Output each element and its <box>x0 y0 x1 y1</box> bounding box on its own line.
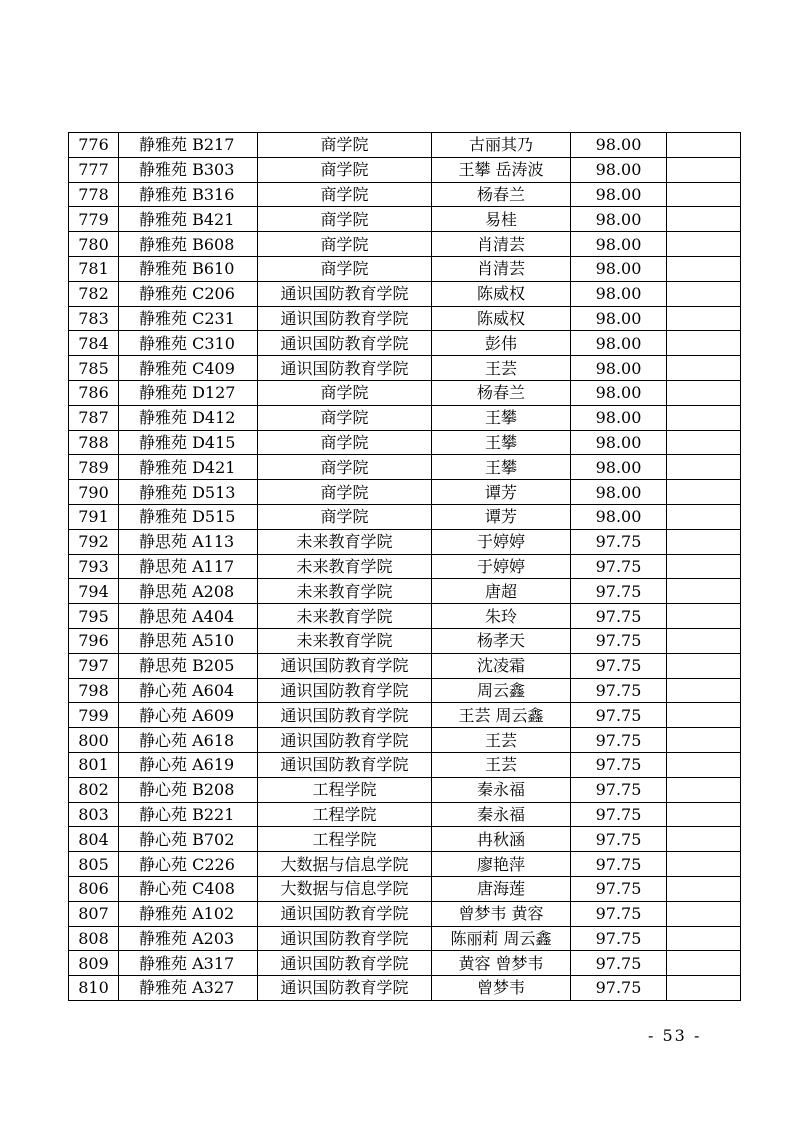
cell-tutor: 王攀 <box>432 430 571 455</box>
cell-college: 商学院 <box>258 133 432 158</box>
table-row <box>69 455 741 480</box>
cell-tutor: 曾梦韦 黄容 <box>432 901 571 926</box>
cell-score: 98.00 <box>571 306 667 331</box>
cell-college: 商学院 <box>258 405 432 430</box>
cell-score: 97.75 <box>571 777 667 802</box>
cell-tutor: 谭芳 <box>432 480 571 505</box>
cell-serial-number: 809 <box>69 951 119 976</box>
table-row <box>69 728 741 753</box>
cell-tutor: 王攀 <box>432 455 571 480</box>
cell-score: 97.75 <box>571 529 667 554</box>
cell-serial-number: 810 <box>69 976 119 1001</box>
cell-serial-number: 780 <box>69 232 119 257</box>
cell-college: 未来教育学院 <box>258 529 432 554</box>
cell-dormitory-room: 静雅苑 A317 <box>119 951 258 976</box>
cell-score: 97.75 <box>571 951 667 976</box>
cell-dormitory-room: 静雅苑 A327 <box>119 976 258 1001</box>
cell-dormitory-room: 静心苑 C226 <box>119 852 258 877</box>
cell-note <box>667 455 741 480</box>
cell-serial-number: 794 <box>69 579 119 604</box>
cell-note <box>667 951 741 976</box>
cell-college: 通识国防教育学院 <box>258 926 432 951</box>
table-row <box>69 356 741 381</box>
cell-tutor: 秦永福 <box>432 802 571 827</box>
table-row <box>69 926 741 951</box>
cell-note <box>667 752 741 777</box>
cell-tutor: 周云鑫 <box>432 678 571 703</box>
cell-score: 98.00 <box>571 256 667 281</box>
table-row <box>69 331 741 356</box>
cell-college: 商学院 <box>258 430 432 455</box>
cell-dormitory-room: 静雅苑 D127 <box>119 380 258 405</box>
table-row <box>69 405 741 430</box>
cell-score: 97.75 <box>571 876 667 901</box>
table-row <box>69 157 741 182</box>
table-body <box>69 133 741 1001</box>
cell-score: 97.75 <box>571 678 667 703</box>
cell-college: 工程学院 <box>258 827 432 852</box>
cell-college: 商学院 <box>258 480 432 505</box>
cell-serial-number: 804 <box>69 827 119 852</box>
cell-college: 大数据与信息学院 <box>258 876 432 901</box>
cell-tutor: 王芸 <box>432 728 571 753</box>
cell-serial-number: 801 <box>69 752 119 777</box>
table-row <box>69 281 741 306</box>
cell-note <box>667 554 741 579</box>
cell-dormitory-room: 静雅苑 A203 <box>119 926 258 951</box>
cell-tutor: 陈丽莉 周云鑫 <box>432 926 571 951</box>
cell-college: 通识国防教育学院 <box>258 356 432 381</box>
cell-dormitory-room: 静雅苑 B421 <box>119 207 258 232</box>
cell-serial-number: 805 <box>69 852 119 877</box>
cell-dormitory-room: 静雅苑 B610 <box>119 256 258 281</box>
cell-tutor: 杨春兰 <box>432 380 571 405</box>
cell-serial-number: 785 <box>69 356 119 381</box>
table-row <box>69 579 741 604</box>
cell-note <box>667 926 741 951</box>
table-row <box>69 133 741 158</box>
cell-note <box>667 380 741 405</box>
cell-note <box>667 728 741 753</box>
cell-note <box>667 529 741 554</box>
cell-score: 97.75 <box>571 852 667 877</box>
cell-dormitory-room: 静雅苑 D421 <box>119 455 258 480</box>
cell-score: 97.75 <box>571 653 667 678</box>
cell-serial-number: 776 <box>69 133 119 158</box>
cell-score: 97.75 <box>571 926 667 951</box>
cell-note <box>667 232 741 257</box>
cell-score: 98.00 <box>571 480 667 505</box>
cell-serial-number: 789 <box>69 455 119 480</box>
cell-note <box>667 133 741 158</box>
cell-score: 97.75 <box>571 554 667 579</box>
cell-dormitory-room: 静雅苑 C206 <box>119 281 258 306</box>
cell-dormitory-room: 静思苑 A510 <box>119 628 258 653</box>
table-row <box>69 380 741 405</box>
cell-note <box>667 678 741 703</box>
cell-note <box>667 356 741 381</box>
cell-tutor: 肖清芸 <box>432 256 571 281</box>
cell-serial-number: 777 <box>69 157 119 182</box>
cell-dormitory-room: 静雅苑 D515 <box>119 504 258 529</box>
cell-score: 97.75 <box>571 628 667 653</box>
table-row <box>69 901 741 926</box>
cell-tutor: 曾梦韦 <box>432 976 571 1001</box>
cell-tutor: 唐超 <box>432 579 571 604</box>
cell-college: 未来教育学院 <box>258 554 432 579</box>
cell-note <box>667 628 741 653</box>
table-row <box>69 752 741 777</box>
cell-serial-number: 798 <box>69 678 119 703</box>
cell-serial-number: 792 <box>69 529 119 554</box>
dormitory-score-table <box>68 132 741 1001</box>
cell-note <box>667 802 741 827</box>
cell-college: 未来教育学院 <box>258 628 432 653</box>
cell-note <box>667 653 741 678</box>
cell-score: 98.00 <box>571 430 667 455</box>
cell-note <box>667 281 741 306</box>
cell-note <box>667 182 741 207</box>
cell-tutor: 王攀 岳涛波 <box>432 157 571 182</box>
cell-serial-number: 802 <box>69 777 119 802</box>
cell-note <box>667 157 741 182</box>
cell-dormitory-room: 静雅苑 B316 <box>119 182 258 207</box>
cell-dormitory-room: 静心苑 A619 <box>119 752 258 777</box>
cell-college: 通识国防教育学院 <box>258 752 432 777</box>
cell-note <box>667 256 741 281</box>
cell-score: 98.00 <box>571 281 667 306</box>
cell-college: 商学院 <box>258 157 432 182</box>
cell-serial-number: 779 <box>69 207 119 232</box>
cell-score: 97.75 <box>571 901 667 926</box>
cell-score: 97.75 <box>571 728 667 753</box>
cell-dormitory-room: 静雅苑 D513 <box>119 480 258 505</box>
table-row <box>69 306 741 331</box>
table-row <box>69 827 741 852</box>
cell-tutor: 沈凌霜 <box>432 653 571 678</box>
cell-college: 商学院 <box>258 455 432 480</box>
cell-note <box>667 480 741 505</box>
cell-serial-number: 783 <box>69 306 119 331</box>
cell-serial-number: 784 <box>69 331 119 356</box>
cell-college: 商学院 <box>258 256 432 281</box>
cell-college: 工程学院 <box>258 777 432 802</box>
cell-college: 通识国防教育学院 <box>258 703 432 728</box>
cell-note <box>667 306 741 331</box>
cell-college: 通识国防教育学院 <box>258 331 432 356</box>
cell-note <box>667 331 741 356</box>
table-row <box>69 976 741 1001</box>
cell-dormitory-room: 静心苑 B221 <box>119 802 258 827</box>
cell-college: 通识国防教育学院 <box>258 281 432 306</box>
table-row <box>69 777 741 802</box>
cell-college: 未来教育学院 <box>258 579 432 604</box>
cell-college: 通识国防教育学院 <box>258 976 432 1001</box>
cell-tutor: 王芸 <box>432 356 571 381</box>
cell-note <box>667 207 741 232</box>
table-row <box>69 430 741 455</box>
table-row <box>69 951 741 976</box>
cell-dormitory-room: 静思苑 A208 <box>119 579 258 604</box>
cell-college: 通识国防教育学院 <box>258 653 432 678</box>
cell-college: 通识国防教育学院 <box>258 306 432 331</box>
table-row <box>69 678 741 703</box>
cell-tutor: 杨春兰 <box>432 182 571 207</box>
cell-tutor: 秦永福 <box>432 777 571 802</box>
cell-serial-number: 796 <box>69 628 119 653</box>
cell-tutor: 廖艳萍 <box>432 852 571 877</box>
cell-serial-number: 782 <box>69 281 119 306</box>
cell-college: 通识国防教育学院 <box>258 728 432 753</box>
table-row <box>69 604 741 629</box>
cell-note <box>667 976 741 1001</box>
cell-college: 通识国防教育学院 <box>258 951 432 976</box>
cell-dormitory-room: 静雅苑 D412 <box>119 405 258 430</box>
cell-serial-number: 791 <box>69 504 119 529</box>
cell-serial-number: 781 <box>69 256 119 281</box>
table-row <box>69 480 741 505</box>
cell-serial-number: 803 <box>69 802 119 827</box>
cell-note <box>667 777 741 802</box>
cell-dormitory-room: 静心苑 A609 <box>119 703 258 728</box>
cell-tutor: 谭芳 <box>432 504 571 529</box>
cell-serial-number: 800 <box>69 728 119 753</box>
cell-dormitory-room: 静思苑 B205 <box>119 653 258 678</box>
cell-college: 大数据与信息学院 <box>258 852 432 877</box>
table-row <box>69 182 741 207</box>
cell-tutor: 于婷婷 <box>432 529 571 554</box>
cell-serial-number: 787 <box>69 405 119 430</box>
cell-note <box>667 852 741 877</box>
cell-serial-number: 795 <box>69 604 119 629</box>
cell-dormitory-room: 静雅苑 D415 <box>119 430 258 455</box>
table-row <box>69 529 741 554</box>
table-row <box>69 207 741 232</box>
cell-note <box>667 876 741 901</box>
cell-score: 98.00 <box>571 133 667 158</box>
dormitory-score-table-container <box>68 132 740 1001</box>
cell-note <box>667 579 741 604</box>
cell-tutor: 易桂 <box>432 207 571 232</box>
cell-score: 98.00 <box>571 504 667 529</box>
cell-score: 97.75 <box>571 604 667 629</box>
cell-tutor: 彭伟 <box>432 331 571 356</box>
cell-score: 98.00 <box>571 455 667 480</box>
cell-note <box>667 504 741 529</box>
cell-college: 工程学院 <box>258 802 432 827</box>
cell-serial-number: 799 <box>69 703 119 728</box>
cell-note <box>667 827 741 852</box>
cell-tutor: 王攀 <box>432 405 571 430</box>
cell-score: 97.75 <box>571 802 667 827</box>
table-row <box>69 703 741 728</box>
cell-dormitory-room: 静雅苑 C310 <box>119 331 258 356</box>
cell-note <box>667 901 741 926</box>
table-row <box>69 628 741 653</box>
table-row <box>69 852 741 877</box>
cell-serial-number: 786 <box>69 380 119 405</box>
cell-score: 97.75 <box>571 752 667 777</box>
cell-dormitory-room: 静雅苑 B217 <box>119 133 258 158</box>
cell-college: 通识国防教育学院 <box>258 901 432 926</box>
cell-tutor: 唐海莲 <box>432 876 571 901</box>
cell-tutor: 肖清芸 <box>432 232 571 257</box>
cell-score: 98.00 <box>571 207 667 232</box>
table-row <box>69 256 741 281</box>
cell-score: 97.75 <box>571 827 667 852</box>
cell-dormitory-room: 静思苑 A117 <box>119 554 258 579</box>
cell-serial-number: 807 <box>69 901 119 926</box>
cell-serial-number: 790 <box>69 480 119 505</box>
cell-serial-number: 788 <box>69 430 119 455</box>
cell-dormitory-room: 静雅苑 C231 <box>119 306 258 331</box>
table-row <box>69 554 741 579</box>
cell-college: 商学院 <box>258 380 432 405</box>
page-number: - 53 - <box>648 1026 702 1045</box>
cell-note <box>667 430 741 455</box>
cell-score: 98.00 <box>571 380 667 405</box>
cell-score: 98.00 <box>571 232 667 257</box>
cell-score: 98.00 <box>571 157 667 182</box>
cell-tutor: 冉秋涵 <box>432 827 571 852</box>
cell-tutor: 陈威权 <box>432 281 571 306</box>
cell-serial-number: 808 <box>69 926 119 951</box>
cell-tutor: 陈威权 <box>432 306 571 331</box>
cell-tutor: 王芸 <box>432 752 571 777</box>
cell-college: 商学院 <box>258 504 432 529</box>
cell-score: 97.75 <box>571 703 667 728</box>
cell-tutor: 王芸 周云鑫 <box>432 703 571 728</box>
cell-score: 98.00 <box>571 405 667 430</box>
cell-serial-number: 793 <box>69 554 119 579</box>
cell-college: 未来教育学院 <box>258 604 432 629</box>
cell-tutor: 于婷婷 <box>432 554 571 579</box>
cell-dormitory-room: 静思苑 A404 <box>119 604 258 629</box>
table-row <box>69 653 741 678</box>
cell-note <box>667 604 741 629</box>
cell-serial-number: 797 <box>69 653 119 678</box>
table-row <box>69 876 741 901</box>
cell-dormitory-room: 静心苑 A618 <box>119 728 258 753</box>
cell-tutor: 杨孝天 <box>432 628 571 653</box>
cell-serial-number: 778 <box>69 182 119 207</box>
cell-score: 98.00 <box>571 182 667 207</box>
cell-dormitory-room: 静雅苑 C409 <box>119 356 258 381</box>
cell-serial-number: 806 <box>69 876 119 901</box>
cell-tutor: 古丽其乃 <box>432 133 571 158</box>
cell-college: 商学院 <box>258 232 432 257</box>
cell-score: 97.75 <box>571 579 667 604</box>
table-row <box>69 802 741 827</box>
cell-college: 通识国防教育学院 <box>258 678 432 703</box>
cell-tutor: 朱玲 <box>432 604 571 629</box>
cell-score: 97.75 <box>571 976 667 1001</box>
cell-dormitory-room: 静雅苑 B608 <box>119 232 258 257</box>
cell-college: 商学院 <box>258 207 432 232</box>
table-row <box>69 232 741 257</box>
cell-dormitory-room: 静心苑 B208 <box>119 777 258 802</box>
cell-dormitory-room: 静思苑 A113 <box>119 529 258 554</box>
table-row <box>69 504 741 529</box>
cell-note <box>667 703 741 728</box>
cell-tutor: 黄容 曾梦韦 <box>432 951 571 976</box>
cell-college: 商学院 <box>258 182 432 207</box>
cell-dormitory-room: 静雅苑 A102 <box>119 901 258 926</box>
cell-note <box>667 405 741 430</box>
cell-dormitory-room: 静雅苑 B303 <box>119 157 258 182</box>
cell-score: 98.00 <box>571 356 667 381</box>
cell-score: 98.00 <box>571 331 667 356</box>
cell-dormitory-room: 静心苑 C408 <box>119 876 258 901</box>
cell-dormitory-room: 静心苑 B702 <box>119 827 258 852</box>
cell-dormitory-room: 静心苑 A604 <box>119 678 258 703</box>
